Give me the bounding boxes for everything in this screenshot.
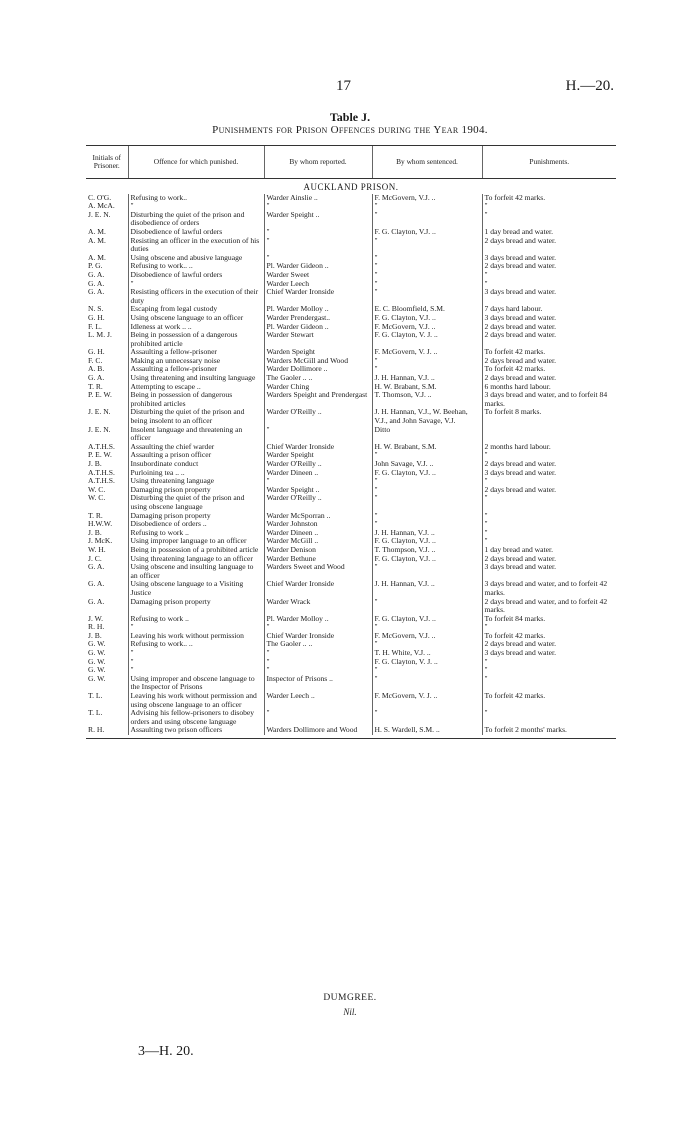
table-row [86,615,616,641]
col-header-reported: By whom reported. [264,146,372,179]
cell-punishment: 1 day bread and water. 2 days bread and water. [482,228,616,254]
cell-sentenced: F. McGovern, V.J. .. F. G. Clayton, V. J. .. [372,323,482,349]
cell-sentenced: " J. H. Hannan, V.J. .. [372,365,482,382]
cell-reported: Warder Bethune [264,555,372,564]
table-row [86,323,616,349]
cell-sentenced: H. W. Brabant, S.M. T. Thomson, V.J. .. [372,383,482,409]
cell-punishment: To forfeit 84 marks. " To forfeit 42 marks. [482,615,616,641]
table-row [86,228,616,254]
cell-punishment: To forfeit 2 months' marks. [482,726,616,735]
cell-offence: Using obscene and abusive language [128,254,264,263]
cell-offence: Using obscene and insulting language to an officer [128,563,264,580]
cell-punishment [482,426,616,443]
cell-initials: G. H. F. C. [88,348,105,365]
table-row [86,726,616,735]
table-row [86,426,616,443]
cell-offence: Disobedience of lawful orders Resisting an officer in the execution of his duties [128,228,264,254]
cell-punishment: 3 days bread and water. [482,563,616,580]
cell-offence: Refusing to work .. " Leaving his work without permission [128,615,264,641]
cell-punishment: 2 months hard labour. " 2 days bread and water. 3 days bread and water. " 2 days bread and water. " [482,443,616,512]
dumgree-value: Nil. [343,1007,357,1017]
cell-reported: Warder Wrack [264,598,372,615]
cell-punishment: 3 days bread and water. [482,254,616,263]
cell-reported: Warder O'Reilly .. [264,408,372,425]
table-bottom-rule [86,735,616,739]
dumgree-title: DUMGREE. [323,993,377,1003]
table-body [86,179,616,739]
cell-offence: Using threatening language to an officer [128,555,264,564]
cell-reported: Warder Denison [264,546,372,555]
cell-sentenced: F. McGovern, V.J. .. " " [372,194,482,228]
table-row [86,348,616,365]
cell-punishment: 7 days hard labour. 3 days bread and water. [482,305,616,322]
cell-initials: A. M. A. M. [88,227,106,245]
cell-sentenced: F. G. Clayton, V.J. .. " [372,228,482,254]
cell-sentenced: Ditto [372,426,482,443]
punishments-table [86,145,616,739]
cell-initials: N. S. G. H. [88,305,105,322]
table-row [86,563,616,580]
table-row [86,443,616,512]
cell-reported: Pl. Warder Gideon .. Warder Stewart [264,323,372,349]
col-header-punishments: Punishments. [482,146,616,179]
cell-punishment: To forfeit 42 marks. 2 days bread and water. [482,365,616,382]
cell-initials: J. E. N. [88,408,111,417]
table-subtitle: Punishments for Prison Offences during the Year 1904. [212,124,488,136]
cell-offence: Refusing to work.. " Disturbing the quiet of the prison and disobedience of orders [128,194,264,228]
cell-offence: Assaulting two prison officers [128,726,264,735]
cell-punishment: " [482,709,616,726]
col-header-sentenced: By whom sentenced. [372,146,482,179]
cell-sentenced: H. S. Wardell, S.M. .. [372,726,482,735]
cell-sentenced: F. McGovern, V. J. .. [372,692,482,709]
cell-offence: Idleness at work .. .. Being in possession of a dangerous prohibited article [128,323,264,349]
cell-offence: Escaping from legal custody Using obscene language to an officer [128,305,264,322]
cell-sentenced: F. G. Clayton, V.J. .. " F. McGovern, V.J. .. [372,615,482,641]
cell-initials: G. A. [88,563,105,572]
footer-reference: 3—H. 20. [138,1044,194,1059]
table-row [86,580,616,597]
cell-offence: Attempting to escape .. Being in possession of dangerous prohibited articles [128,383,264,409]
table-row [86,640,616,692]
cell-initials: R. H. [88,726,105,735]
cell-initials: F. L. L. M. J. [88,322,112,340]
col-header-initials: Initials of Prisoner. [86,146,128,179]
col-header-offence: Offence for which punished. [128,146,264,179]
cell-initials: T. L. [88,692,103,701]
cell-reported: Warders Dollimore and Wood [264,726,372,735]
cell-offence: Refusing to work.. .. " " " Using improper and obscene language to the Inspector of Prisons [128,640,264,692]
cell-punishment: 2 days bread and water. [482,555,616,564]
cell-offence: Advising his fellow-prisoners to disobey orders and using obscene language [128,709,264,726]
cell-initials: J. C. [88,554,102,563]
cell-sentenced: " " " " [372,262,482,305]
cell-reported: Chief Warder Ironside [264,580,372,597]
section-title: AUCKLAND PRISON. [303,182,399,192]
cell-reported: Pl. Warder Molloy .. " Chief Warder Ironside [264,615,372,641]
table-row [86,709,616,726]
table-row [86,262,616,305]
table-row [86,555,616,564]
table-row [86,546,616,555]
cell-sentenced: J. H. Hannan, V.J. .. [372,580,482,597]
cell-offence: Assaulting the chief warder Assaulting a prison officer Insubordinate conduct Purloining tea .. .. Using threatening language Damaging prison property Disturbing the quiet of the prison and using obscene language [128,443,264,512]
cell-initials: W. H. [88,545,106,554]
table-title: Table J. [329,110,371,124]
cell-sentenced: " " J. H. Hannan, V.J. .. F. G. Clayton, V.J. .. [372,512,482,546]
cell-reported: Warder Dollimore .. The Gaoler .. .. [264,365,372,382]
cell-offence: Insolent language and threatening an officer [128,426,264,443]
cell-reported: Warder Ching Warders Speight and Prendergast [264,383,372,409]
cell-sentenced: " [372,254,482,263]
cell-sentenced: F. G. Clayton, V.J. .. [372,555,482,564]
table-row [86,254,616,263]
cell-sentenced: T. Thompson, V.J. .. [372,546,482,555]
cell-punishment: To forfeit 42 marks. " " [482,194,616,228]
cell-punishment: " " " " [482,512,616,546]
cell-reported: Warder Leech .. [264,692,372,709]
table-row [86,365,616,382]
cell-initials: J. W. R. H. J. B. [88,614,105,640]
cell-sentenced: F. McGovern, V. J. .. " [372,348,482,365]
cell-offence: Being in possession of a prohibited article [128,546,264,555]
table-row [86,598,616,615]
cell-punishment: 2 days bread and water. 2 days bread and water. [482,323,616,349]
cell-initials: T. R. H.W.W. J. B. J. McK. [88,511,113,546]
cell-initials: A. M. [88,253,106,262]
page-number: 17 [336,78,351,94]
cell-punishment: To forfeit 42 marks. [482,692,616,709]
cell-initials: A. B. G. A. [88,365,105,383]
cell-reported: Pl. Warder Molloy .. Warder Prendergast.. [264,305,372,322]
cell-offence: Disturbing the quiet of the prison and being insolent to an officer [128,408,264,425]
cell-reported: " " [264,228,372,254]
cell-punishment: 3 days bread and water, and to forfeit 42 marks. [482,580,616,597]
cell-initials: J. E. N. [88,425,111,434]
cell-punishment: 6 months hard labour. 3 days bread and water, and to forfeit 84 marks. [482,383,616,409]
cell-punishment: 1 day bread and water. [482,546,616,555]
cell-sentenced: " [372,709,482,726]
cell-sentenced: " [372,563,482,580]
cell-sentenced: " [372,598,482,615]
document-reference: H.—20. [565,78,614,94]
cell-sentenced: E. C. Bloomfield, S.M. F. G. Clayton, V.J. .. [372,305,482,322]
cell-reported: " [264,426,372,443]
cell-sentenced: " T. H. White, V.J. .. F. G. Clayton, V. J. .. " " [372,640,482,692]
table-header-row [86,146,616,179]
section-row [86,179,616,194]
cell-reported: Warden Speight Warders McGill and Wood [264,348,372,365]
cell-initials: G. A. [88,597,105,606]
cell-reported: Warder McSporran .. Warder Johnston Warder Dineen .. Warder McGill .. [264,512,372,546]
cell-offence: Refusing to work.. .. Disobedience of lawful orders " Resisting officers in the execution of their duty [128,262,264,305]
cell-offence: Assaulting a fellow-prisoner Making an unnecessary noise [128,348,264,365]
cell-offence: Assaulting a fellow-prisoner Using threatening and insulting language [128,365,264,382]
cell-initials: C. O'G. A. McA. J. E. N. [88,193,115,219]
cell-sentenced: H. W. Brabant, S.M. " John Savage, V.J. .. F. G. Clayton, V.J. .. " " " [372,443,482,512]
table-bottom-rule-cell [86,735,616,739]
table-row [86,194,616,228]
cell-initials: G. A. [88,580,105,589]
cell-punishment: To forfeit 42 marks. 2 days bread and water. [482,348,616,365]
cell-reported: Warders Sweet and Wood [264,563,372,580]
cell-initials: P. G. G. A. G. A. G. A. [88,262,105,297]
cell-initials: T. L. [88,709,103,718]
cell-punishment: To forfeit 8 marks. [482,408,616,425]
cell-reported: Chief Warder Ironside Warder Speight Warder O'Reilly .. Warder Dineen .. " Warder Speight .. Warder O'Reilly .. [264,443,372,512]
cell-reported: Warder Ainslie .. " Warder Speight .. [264,194,372,228]
cell-initials: T. R. P. E. W. [88,382,112,400]
cell-offence: Damaging prison property [128,598,264,615]
table-row [86,305,616,322]
table-row [86,408,616,425]
cell-punishment: 2 days bread and water. " " 3 days bread and water. [482,262,616,305]
cell-sentenced: J. H. Hannan, V.J., W. Beehan, V.J., and John Savage, V.J. [372,408,482,425]
cell-reported: The Gaoler .. .. " " " Inspector of Prisons .. [264,640,372,692]
table-row [86,692,616,709]
cell-initials: G. W. G. W. G. W. G. W. G. W. [88,640,106,683]
cell-offence: Using obscene language to a Visiting Justice [128,580,264,597]
table-row [86,383,616,409]
cell-reported: " [264,254,372,263]
cell-offence: Leaving his work without permission and using obscene language to an officer [128,692,264,709]
cell-reported: " [264,709,372,726]
cell-reported: Pl. Warder Gideon .. Warder Sweet Warder Leech Chief Warder Ironside [264,262,372,305]
cell-offence: Damaging prison property Disobedience of orders .. Refusing to work .. Using improper language to an officer [128,512,264,546]
cell-initials: A.T.H.S. P. E. W. J. B. A.T.H.S. A.T.H.S. W. C. W. C. [88,442,115,503]
cell-punishment: 2 days bread and water, and to forfeit 42 marks. [482,598,616,615]
table-row [86,512,616,546]
cell-punishment: 2 days bread and water. 3 days bread and water. " " " [482,640,616,692]
